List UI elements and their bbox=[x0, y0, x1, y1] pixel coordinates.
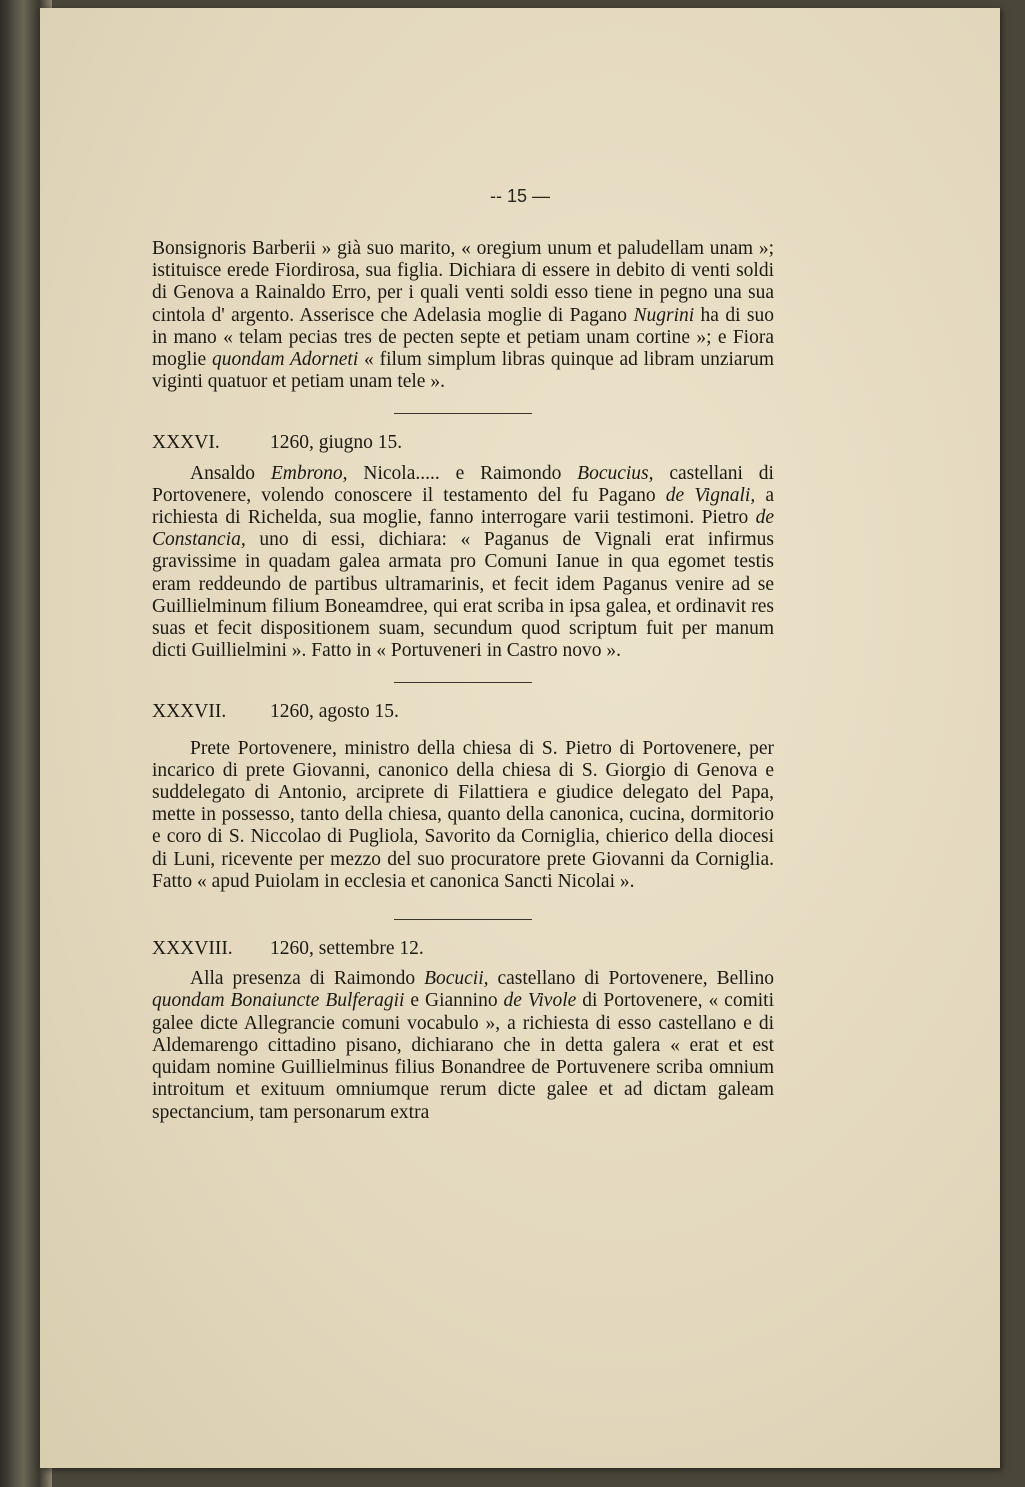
entry-number: XXXVIII. bbox=[152, 938, 233, 960]
entry-text-37: Prete Portovenere, ministro della chiesa di S. Pietro di Portovenere, per incarico di prete Giovanni, canonico della chiesa di S. Giorgio di Genova e suddelegato di Antonio, arciprete di Filattiera e giudice delegato del Papa, mette in possesso, tanto della chiesa, quanto della canonica, cucina, dormitorio e coro di S. Niccolao di Pugliola, Savorito da Corniglia, chierico della diocesi di Luni, ricevente per mezzo del suo procuratore prete Giovanni da Corniglia. Fatto « apud Puiolam in ecclesia et canonica Sancti Nicolai ». bbox=[152, 737, 774, 892]
entry-number: XXXVII. bbox=[152, 701, 227, 723]
page-content bbox=[152, 170, 774, 1124]
entry-date: 1260, giugno 15. bbox=[270, 432, 403, 454]
entry-heading-38 bbox=[152, 938, 774, 960]
section-divider bbox=[394, 682, 532, 683]
entry-heading-36 bbox=[152, 432, 774, 454]
entry-number: XXXVI. bbox=[152, 432, 220, 454]
section-divider bbox=[394, 413, 532, 414]
entry-text-38: Alla presenza di Raimondo Bocucii, castellano di Portovenere, Bellino quondam Bonaiuncte Bulferagii e Giannino de Vivole di Portovenere, « comiti galee dicte Allegrancie comuni vocabulo », a richiesta di esso castellano e di Aldemarengo cittadino pisano, dichiarano che in detta galera « erat et est quidam nomine Guillielminus filius Bonandree de Portuvenere scriba omnium introitum et exituum omniumque rerum dicte galee et ad dictam galeam spectancium, tam personarum extra bbox=[152, 968, 774, 1123]
entry-text-36: Ansaldo Embrono, Nicola..... e Raimondo Bocucius, castellani di Portovenere, volendo conoscere il testamento del fu Pagano de Vignali, a richiesta di Richelda, sua moglie, fanno interrogare varii testimoni. Pietro de Constancia, uno di essi, dichiara: « Paganus de Vignali erat infirmus gravissime in quadam galea armata pro Comuni Ianue in qua egomet testis eram reddeundo de partibus ultramarinis, et fecit idem Paganus venire ad se Guillielminum filium Boneamdree, qui erat scriba in ipsa galea, et ordinavit res suas et fecit dispositionem suam, secundum quod scriptum fuit per manum dicti Guillielmini ». Fatto in « Portuveneri in Castro novo ». bbox=[152, 462, 775, 662]
page-number: -- 15 — bbox=[489, 186, 550, 206]
entry-date: 1260, agosto 15. bbox=[270, 701, 399, 723]
entry-heading-37 bbox=[152, 701, 774, 723]
intro-paragraph: Bonsignoris Barberii » già suo marito, « oregium unum et paludellam unam »; istituisce erede Fiordirosa, sua figlia. Dichiara di essere in debito di venti soldi di Genova a Rainaldo Erro, per i quali venti soldi esso tiene in pegno una sua cintola d' argento. Asserisce che Adelasia moglie di Pagano Nugrini ha di suo in mano « telam pecias tres de pecten septe et petiam unam cortine »; e Fiora moglie quondam Adorneti « filum simplum libras quinque ad libram unziarum viginti quatuor et petiam unam tele ». bbox=[152, 238, 775, 393]
entry-date: 1260, settembre 12. bbox=[270, 938, 424, 960]
section-divider bbox=[394, 919, 532, 920]
